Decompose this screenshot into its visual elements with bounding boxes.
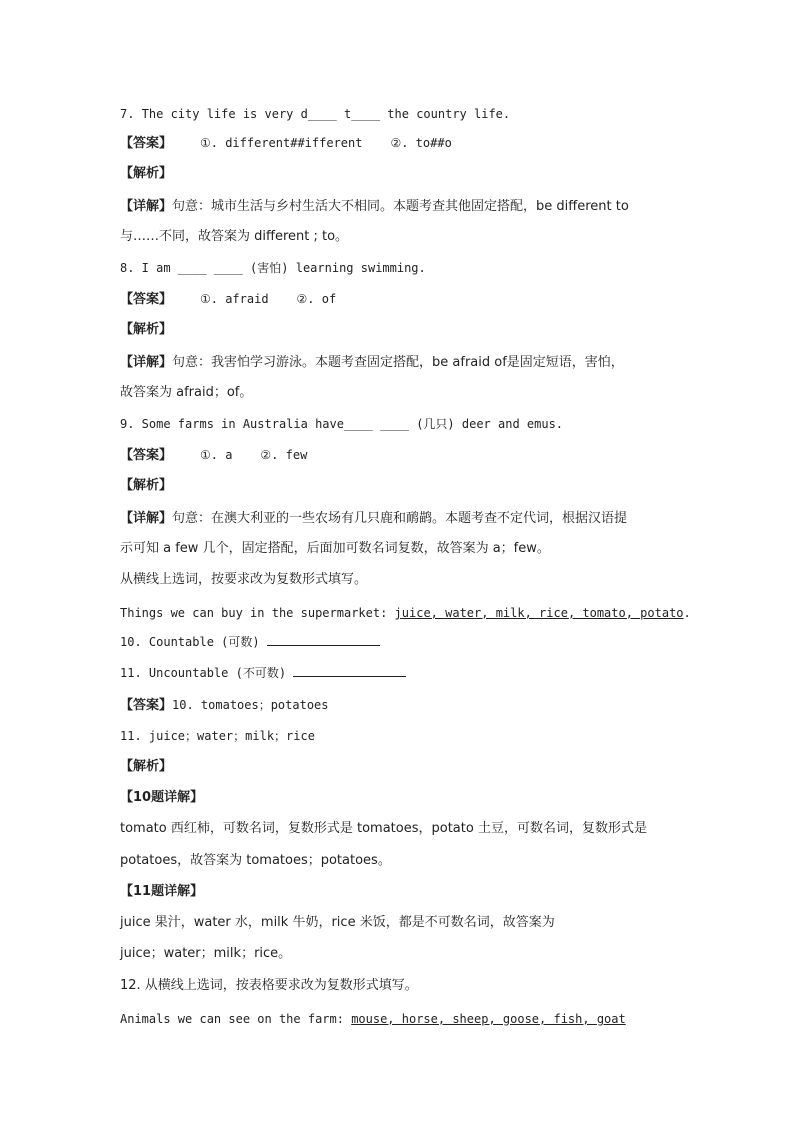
q10-row — [120, 633, 380, 651]
q7-answer-2: ②. to##o — [390, 136, 452, 150]
answer-11: 11. juice；water；milk；rice — [120, 729, 315, 743]
q8-detail-text: 句意：我害怕学习游泳。本题考查固定搭配，be afraid of是固定短语，害怕， — [172, 355, 624, 370]
q12-instruction: 12. 从横线上选词，按表格要求改为复数形式填写。 — [120, 978, 418, 993]
supermarket-end: . — [683, 606, 691, 620]
detail-tag: 【详解】 — [120, 199, 173, 214]
q7-detail-line2: 与……不同，故答案为 different ; to。 — [120, 229, 349, 244]
answer-10: 10. tomatoes；potatoes — [172, 698, 329, 712]
q9-detail-line1 — [120, 509, 627, 528]
detail11-line1: juice 果汁，water 水，milk 牛奶，rice 米饭，都是不可数名词，故答案为 — [120, 915, 555, 930]
q9-answer-2: ②. few — [260, 448, 308, 462]
q7-analysis-tag: 【解析】 — [120, 166, 173, 181]
q9-analysis-tag: 【解析】 — [120, 478, 173, 493]
detail10-line1: tomato 西红柿，可数名词，复数形式是 tomatoes，potato 土豆，可数名词，复数形式是 — [120, 821, 647, 836]
supermarket-line — [120, 604, 691, 622]
answer-tag: 【答案】 — [120, 448, 173, 463]
answers-analysis-tag: 【解析】 — [120, 759, 173, 774]
q8-detail-line2: 故答案为 afraid；of。 — [120, 385, 253, 400]
q7-answer-1: ①. different##ifferent — [200, 136, 363, 150]
q10-blank[interactable] — [267, 633, 380, 646]
detail-tag: 【详解】 — [120, 355, 173, 370]
detail-tag: 【详解】 — [120, 511, 173, 526]
q9-answer-1: ①. a — [200, 448, 233, 462]
supermarket-prompt: Things we can buy in the supermarket: — [120, 606, 395, 620]
q12-prompt: Animals we can see on the farm: — [120, 1012, 352, 1026]
answers-10-11-row — [120, 696, 329, 715]
q7-answer-row — [120, 134, 452, 153]
q9-detail-text: 句意：在澳大利亚的一些农场有几只鹿和鸸鹋。本题考查不定代词，根据汉语提 — [172, 511, 628, 526]
q11-label: 11. Uncountable (不可数) — [120, 666, 287, 680]
detail11-line2: juice；water；milk；rice。 — [120, 946, 292, 961]
q9-question: 9. Some farms in Australia have____ ____ (几只) deer and emus. — [120, 417, 564, 431]
q11-row — [120, 664, 406, 682]
q9-answer-row — [120, 446, 307, 465]
q7-detail-text: 句意：城市生活与乡村生活大不相同。本题考查其他固定搭配，be different to — [172, 199, 629, 214]
q8-answer-2: ②. of — [296, 292, 337, 306]
q8-analysis-tag: 【解析】 — [120, 322, 173, 337]
q8-answer-row — [120, 290, 336, 309]
detail10-tag: 【10题详解】 — [120, 790, 204, 805]
answer-tag: 【答案】 — [120, 292, 173, 307]
detail11-tag: 【11题详解】 — [120, 884, 204, 899]
q11-blank[interactable] — [293, 664, 406, 677]
q7-question: 7. The city life is very d____ t____ the country life. — [120, 107, 511, 121]
q12-farm-line — [120, 1010, 626, 1028]
q7-detail-line1 — [120, 197, 629, 216]
answer-tag: 【答案】 — [120, 698, 173, 713]
detail10-line2: potatoes，故答案为 tomatoes；potatoes。 — [120, 853, 391, 868]
q12-words: mouse, horse, sheep, goose, fish, goat — [351, 1012, 626, 1026]
section-instruction: 从横线上选词，按要求改为复数形式填写。 — [120, 572, 368, 587]
q8-detail-line1 — [120, 353, 624, 372]
q8-question: 8. I am ____ ____ (害怕) learning swimming. — [120, 261, 426, 275]
supermarket-words: juice, water, milk, rice, tomato, potato — [394, 606, 684, 620]
answer-tag: 【答案】 — [120, 136, 173, 151]
q10-label: 10. Countable (可数) — [120, 635, 260, 649]
q9-detail-line2: 示可知 a few 几个，固定搭配，后面加可数名词复数，故答案为 a；few。 — [120, 541, 550, 556]
q8-answer-1: ①. afraid — [200, 292, 269, 306]
